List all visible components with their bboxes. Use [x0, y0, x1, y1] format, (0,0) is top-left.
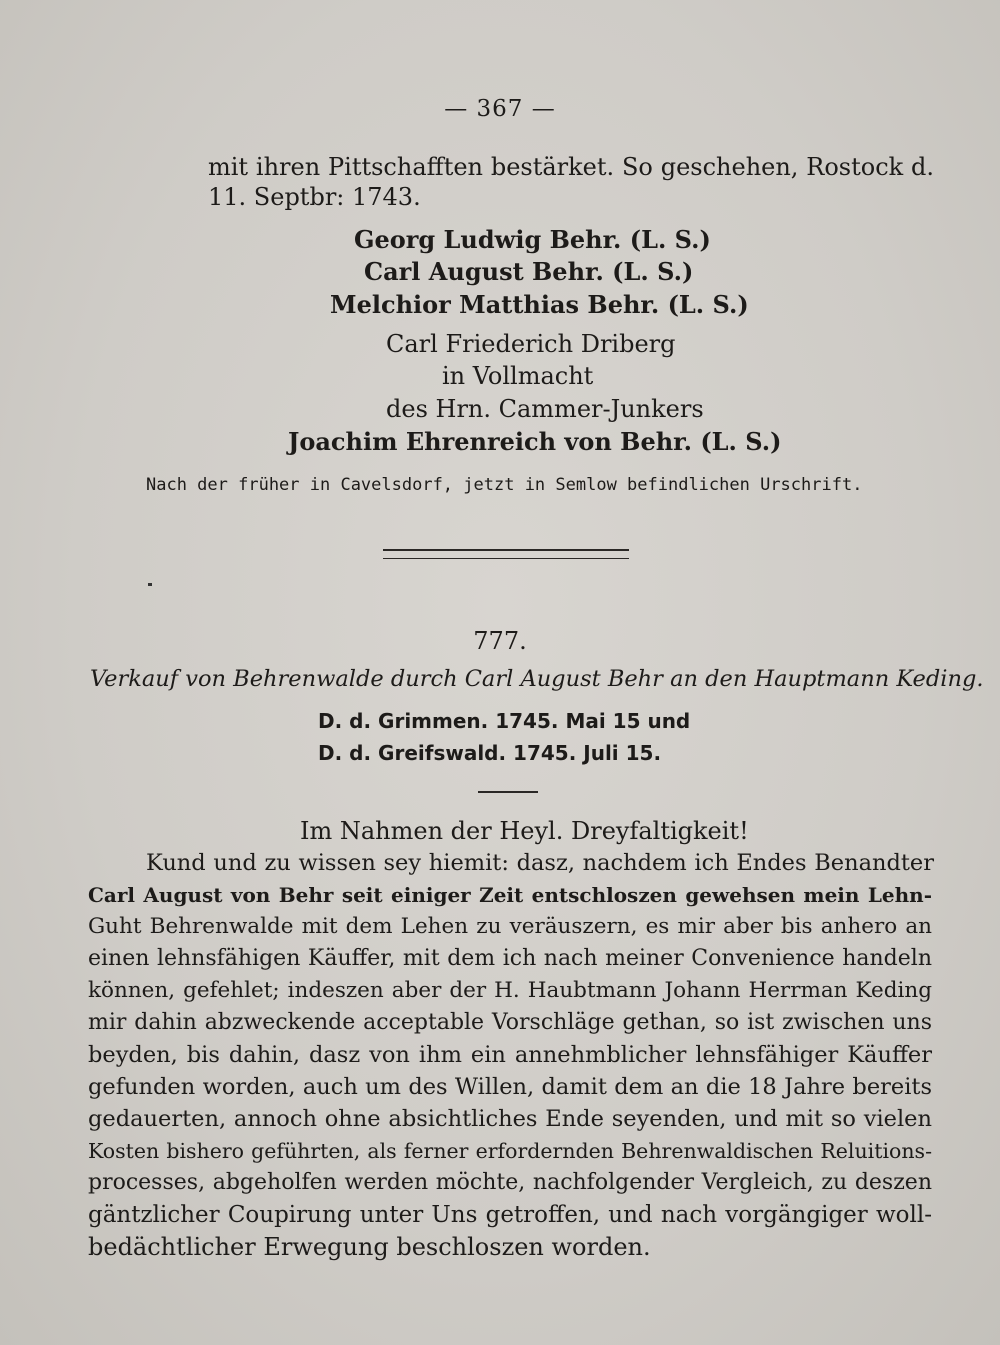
source-note: Nach der früher in Cavelsdorf, jetzt in Semlow befindlichen Urschrift.: [146, 475, 863, 495]
document-number: 777.: [473, 627, 527, 655]
body-line: beyden, bis dahin, dasz von ihm ein annehmblicher lehnsfähiger Käuffer: [88, 1042, 932, 1068]
body-line: [88, 880, 932, 910]
text-line: 11. Septbr: 1743.: [208, 183, 421, 211]
body-line: können, gefehlet; indeszen aber der H. Haubtmann Johann Herrman Keding: [88, 978, 932, 1003]
body-line: Kund und zu wissen sey hiemit: dasz, nachdem ich Endes Benandter: [146, 850, 934, 876]
body-line-name: Carl August von Behr seit einiger Zeit entschloszen gewehsen mein Lehn-: [88, 883, 932, 907]
section-separator: [383, 549, 629, 559]
signature-line: Joachim Ehrenreich von Behr. (L. S.): [288, 427, 782, 456]
body-line: bedächtlicher Erwegung beschloszen worden.: [88, 1233, 651, 1261]
document-title: Verkauf von Behrenwalde durch Carl August Behr an den Hauptmann Keding.: [90, 666, 984, 692]
ink-speck: [148, 583, 152, 586]
title-separator: [478, 791, 538, 793]
signature-line: Carl August Behr. (L. S.): [364, 257, 694, 286]
signature-line: Georg Ludwig Behr. (L. S.): [354, 225, 711, 254]
page-number: — 367 —: [444, 96, 556, 122]
body-line: mir dahin abzweckende acceptable Vorschläge gethan, so ist zwischen uns: [88, 1010, 932, 1035]
signature-line: Melchior Matthias Behr. (L. S.): [330, 290, 749, 319]
body-line: einen lehnsfähigen Käuffer, mit dem ich nach meiner Convenience handeln: [88, 946, 932, 971]
body-line: Kosten bishero geführten, als ferner erfordernden Behrenwaldischen Reluitions-: [88, 1139, 932, 1163]
body-line: gäntzlicher Coupirung unter Uns getroffen, und nach vorgängiger woll-: [88, 1202, 932, 1228]
signature-line: in Vollmacht: [442, 362, 594, 390]
body-line: Guht Behrenwalde mit dem Lehen zu veräuszern, es mir aber bis anhero an: [88, 914, 932, 939]
signature-line: Carl Friederich Driberg: [386, 330, 676, 358]
body-line: gedauerten, annoch ohne absichtliches Ende seyenden, und mit so vielen: [88, 1106, 932, 1132]
text-line: mit ihren Pittschafften bestärket. So geschehen, Rostock d.: [208, 153, 934, 181]
date-line: D. d. Grimmen. 1745. Mai 15 und: [318, 709, 691, 733]
body-line: processes, abgeholfen werden möchte, nachfolgender Vergleich, zu deszen: [88, 1170, 932, 1195]
signature-line: des Hrn. Cammer-Junkers: [386, 395, 704, 423]
body-line: gefunden worden, auch um des Willen, damit dem an die 18 Jahre bereits: [88, 1074, 932, 1100]
date-line: D. d. Greifswald. 1745. Juli 15.: [318, 741, 662, 765]
invocation: Im Nahmen der Heyl. Dreyfaltigkeit!: [300, 817, 749, 845]
